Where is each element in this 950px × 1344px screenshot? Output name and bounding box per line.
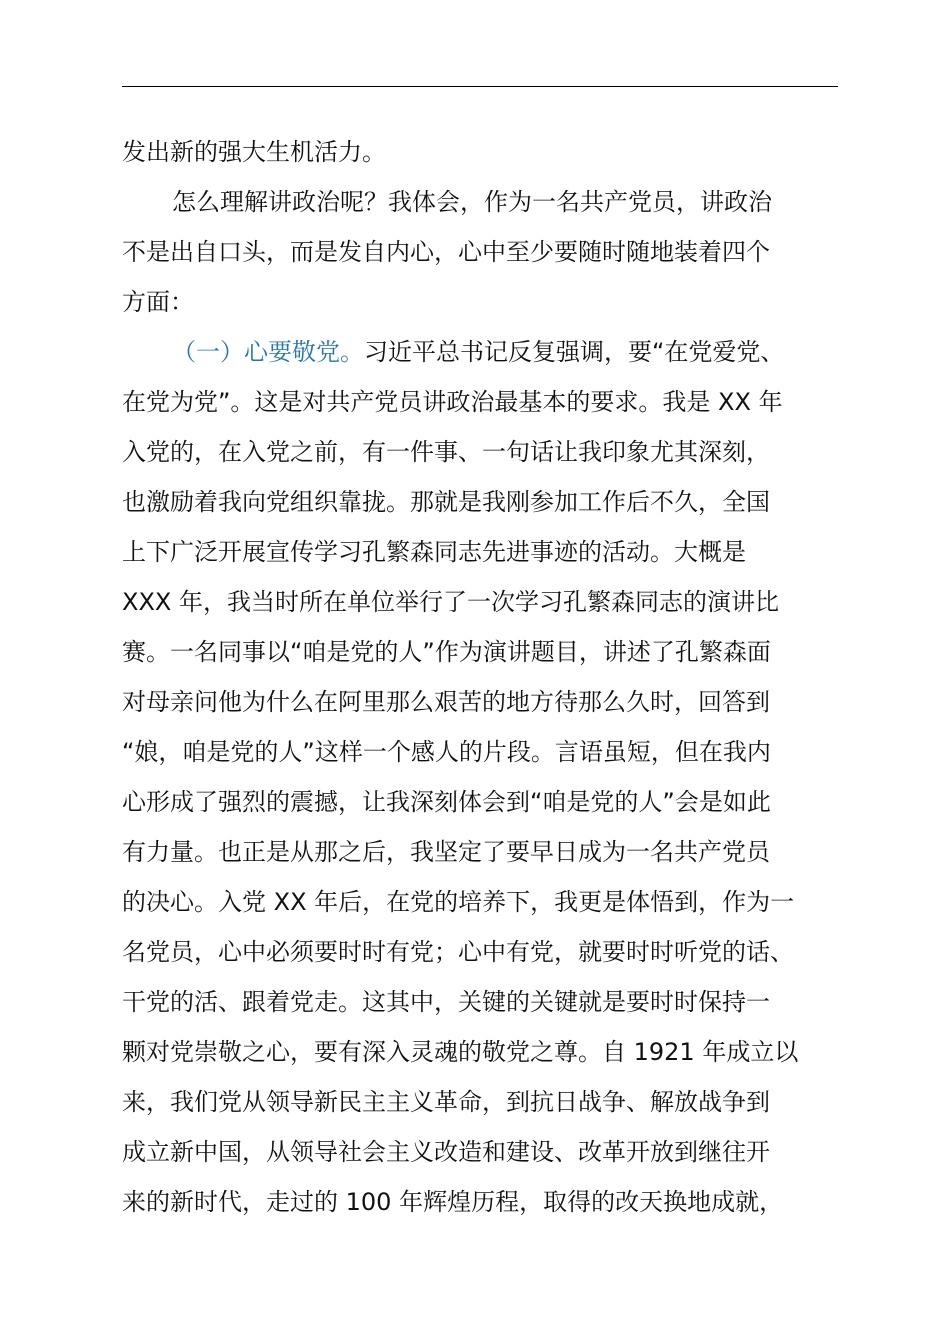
line-text: 上下广泛开展宣传学习孔繁森同志先进事迹的活动。大概是	[122, 538, 746, 566]
line-text: 方面：	[122, 288, 194, 316]
text-line	[122, 877, 838, 927]
line-text: 成立新中国，从领导社会主义改造和建设、改革开放到继往开	[122, 1138, 770, 1166]
text-line	[122, 227, 838, 277]
text-line	[122, 927, 838, 977]
line-text: 怎么理解讲政治呢？我体会，作为一名共产党员，讲政治	[172, 188, 772, 216]
text-line	[122, 1177, 838, 1227]
line-text: 在党为党”。这是对共产党员讲政治最基本的要求。我是 XX 年	[122, 388, 783, 416]
text-line	[122, 477, 838, 527]
header-rule	[122, 86, 838, 87]
text-line	[122, 277, 838, 327]
section-heading: （一）心要敬党。	[172, 338, 364, 366]
text-line	[122, 827, 838, 877]
line-text: 来，我们党从领导新民主主义革命，到抗日战争、解放战争到	[122, 1088, 770, 1116]
text-line	[122, 527, 838, 577]
line-text: 不是出自口头，而是发自内心，心中至少要随时随地装着四个	[122, 238, 770, 266]
text-line	[122, 1127, 838, 1177]
text-line	[122, 1027, 838, 1077]
text-line	[122, 977, 838, 1027]
line-text: 的决心。入党 XX 年后，在党的培养下，我更是体悟到，作为一	[122, 888, 795, 916]
line-text: 习近平总书记反复强调，要“在党爱党、	[364, 338, 785, 366]
line-text: 名党员，心中必须要时时有党；心中有党，就要时时听党的话、	[122, 938, 794, 966]
text-line	[122, 577, 838, 627]
line-text: 赛。一名同事以“咱是党的人”作为演讲题目，讲述了孔繁森面	[122, 638, 771, 666]
line-text: 也激励着我向党组织靠拢。那就是我刚参加工作后不久，全国	[122, 488, 770, 516]
section-heading-line	[122, 327, 838, 377]
line-text: 来的新时代，走过的 100 年辉煌历程，取得的改天换地成就，	[122, 1188, 784, 1216]
line-text: 发出新的强大生机活力。	[122, 138, 386, 166]
text-line	[122, 1077, 838, 1127]
text-line	[122, 127, 838, 177]
document-body	[122, 127, 838, 1227]
text-line	[122, 727, 838, 777]
line-text: XXX 年，我当时所在单位举行了一次学习孔繁森同志的演讲比	[122, 588, 779, 616]
line-text: 干党的活、跟着党走。这其中，关键的关键就是要时时保持一	[122, 988, 770, 1016]
paragraph-start-line	[122, 177, 838, 227]
line-text: “娘，咱是党的人”这样一个感人的片段。言语虽短，但在我内	[122, 738, 771, 766]
line-text: 有力量。也正是从那之后，我坚定了要早日成为一名共产党员	[122, 838, 770, 866]
line-text: 心形成了强烈的震撼，让我深刻体会到“咱是党的人”会是如此	[122, 788, 771, 816]
line-text: 入党的，在入党之前，有一件事、一句话让我印象尤其深刻，	[122, 438, 770, 466]
line-text: 颗对党崇敬之心，要有深入灵魂的敬党之尊。自 1921 年成立以	[122, 1038, 799, 1066]
text-line	[122, 427, 838, 477]
text-line	[122, 377, 838, 427]
text-line	[122, 677, 838, 727]
text-line	[122, 777, 838, 827]
line-text: 对母亲问他为什么在阿里那么艰苦的地方待那么久时，回答到	[122, 688, 770, 716]
text-line	[122, 627, 838, 677]
